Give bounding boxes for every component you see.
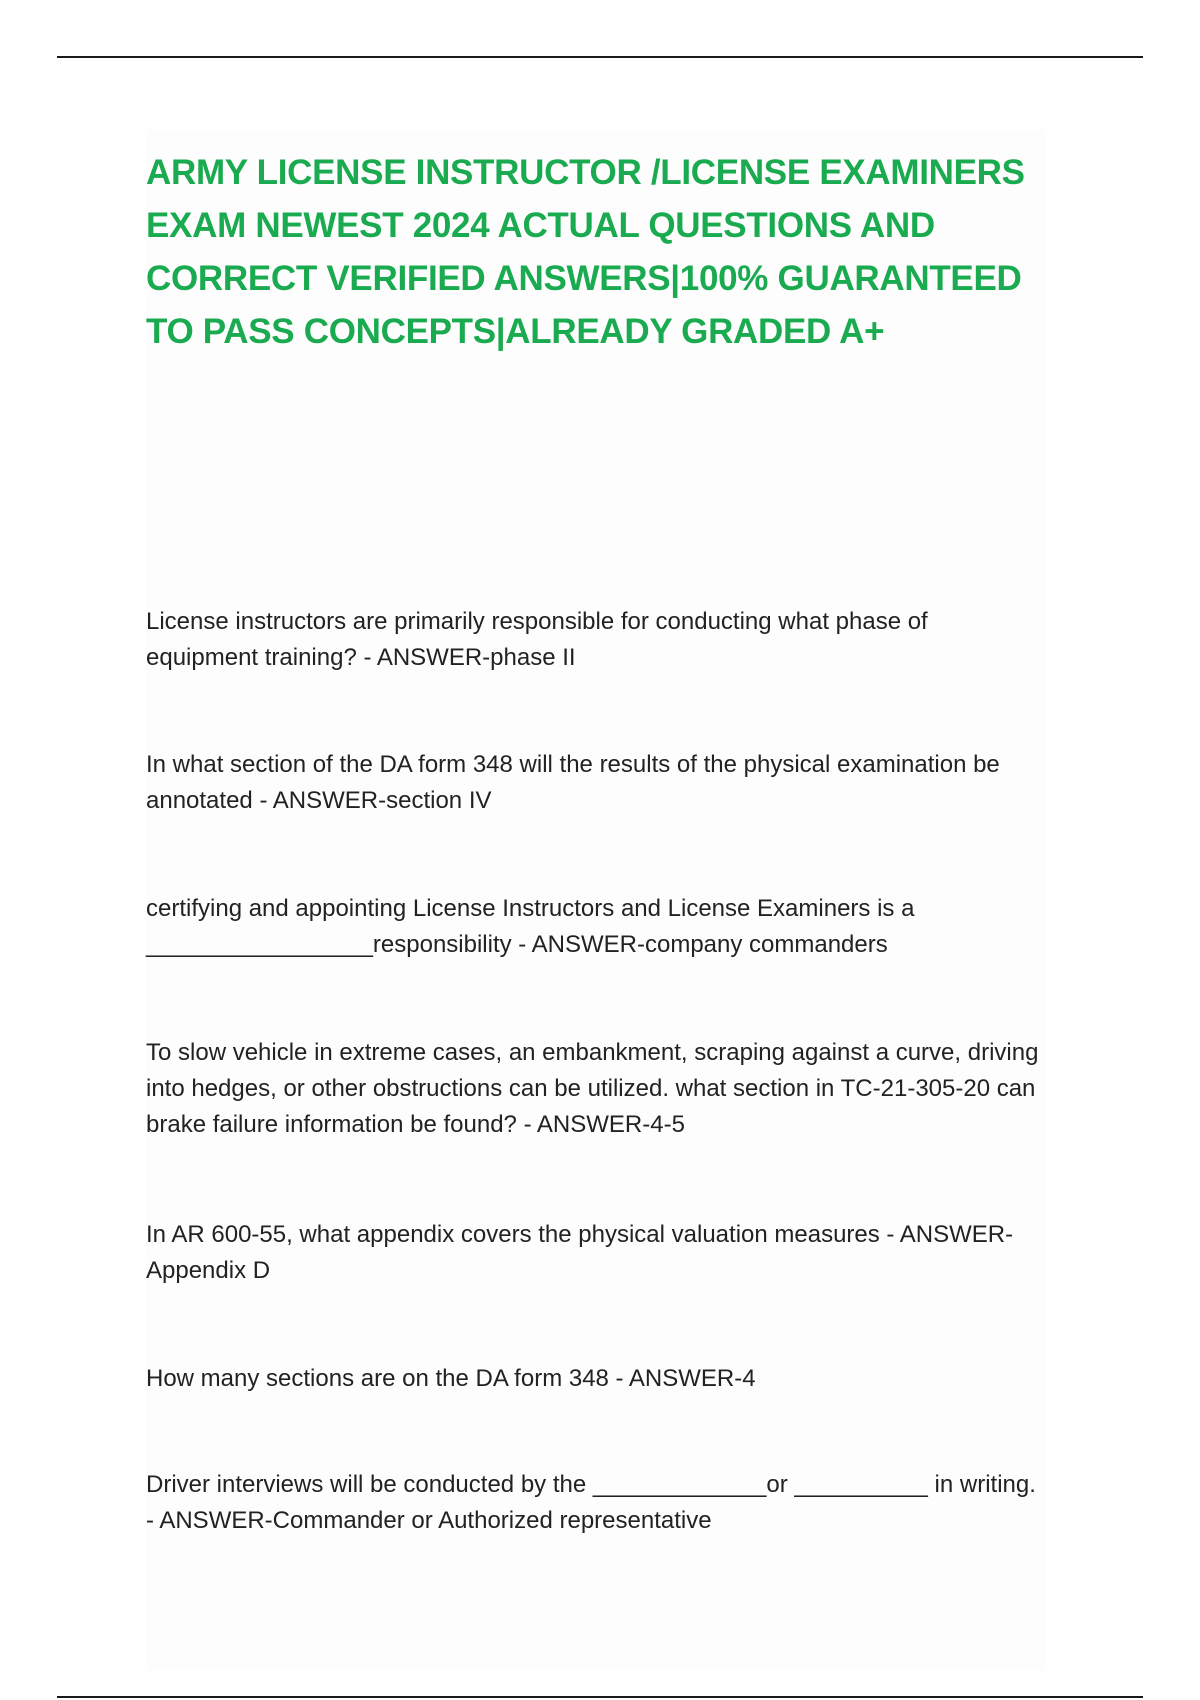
answer-text: ANSWER-company commanders — [531, 931, 888, 958]
question-text: License instructors are primarily responsible for conducting what phase of equipment training? - — [146, 608, 935, 671]
qa-item-2 — [146, 747, 1046, 819]
bottom-rule — [57, 1696, 1143, 1698]
question-text: How many sections are on the DA form 348 - — [146, 1365, 629, 1392]
answer-text: ANSWER-Commander or Authorized representative — [159, 1507, 712, 1534]
question-text: To slow vehicle in extreme cases, an embankment, scraping against a curve, driving into hedges, or other obstructions can be utilized. what section in TC-21-305-20 can brake failure information be found? - — [146, 1039, 1046, 1138]
top-rule — [57, 56, 1143, 58]
answer-text: ANSWER-phase II — [376, 644, 576, 671]
question-text: In AR 600-55, what appendix covers the physical valuation measures - — [146, 1221, 900, 1248]
question-text: Driver interviews will be conducted by the _____________or __________ in writing. - — [146, 1471, 1043, 1534]
question-text: certifying and appointing License Instructors and License Examiners is a _________________responsibility - — [146, 895, 922, 958]
document-title: ARMY LICENSE INSTRUCTOR /LICENSE EXAMINERS EXAM NEWEST 2024 ACTUAL QUESTIONS AND CORRECT VERIFIED ANSWERS|100% GUARANTEED TO PASS CONCEPTS|ALREADY GRADED A+ — [146, 153, 1025, 351]
qa-item-3 — [146, 891, 1046, 963]
qa-item-1 — [146, 604, 1046, 676]
qa-item-4 — [146, 1035, 1046, 1143]
answer-text: ANSWER-section IV — [272, 787, 492, 814]
answer-text: ANSWER-Appendix D — [146, 1221, 1014, 1284]
qa-item-7 — [146, 1467, 1046, 1539]
answer-text: ANSWER-4-5 — [536, 1111, 685, 1138]
question-text: In what section of the DA form 348 will the results of the physical examination be annotated - — [146, 751, 1007, 814]
qa-item-6 — [146, 1361, 1046, 1397]
qa-item-5 — [146, 1217, 1046, 1289]
answer-text: ANSWER-4 — [628, 1365, 756, 1392]
